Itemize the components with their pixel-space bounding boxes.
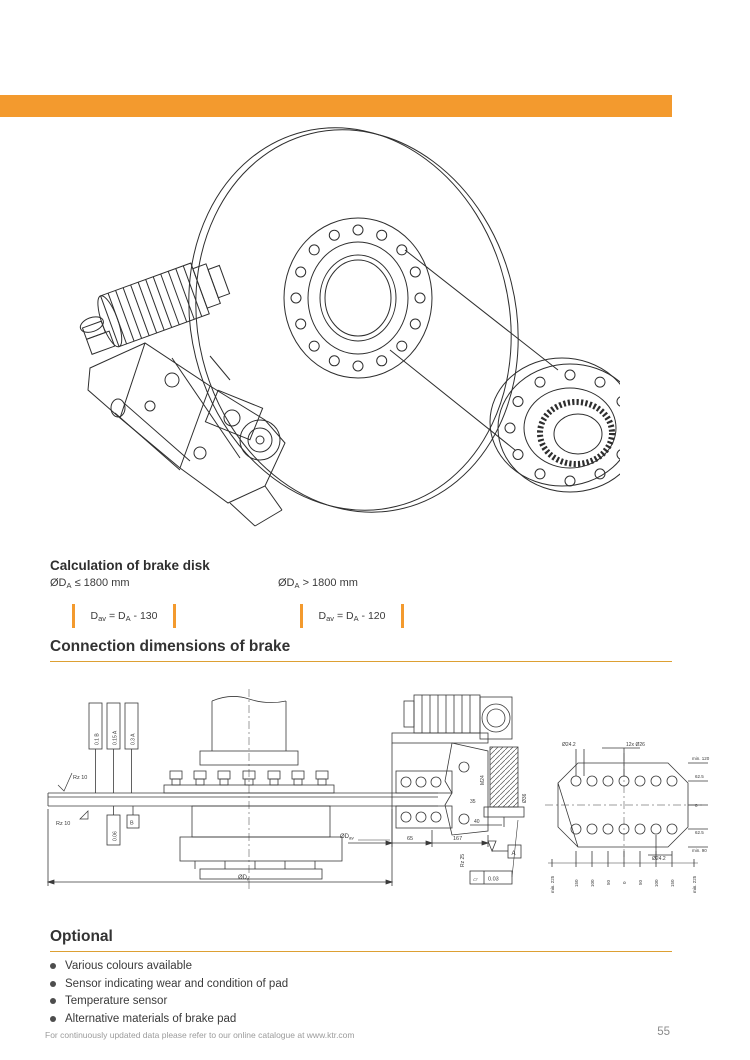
surface-mark-bottom: Rz 10 [56, 821, 71, 827]
tolerance-frame-3: 0.3 A [130, 733, 137, 745]
disk-diameter-label: $ØD_a$ [238, 875, 250, 882]
connection-title: Connection dimensions of brake [50, 638, 291, 655]
bullet-icon [50, 981, 56, 987]
tolerance-frame-2: 0.15 A [112, 730, 119, 745]
optional-item-label: Sensor indicating wear and condition of pad [65, 977, 289, 990]
plate-view [545, 742, 710, 893]
formula-left-bar-end [173, 604, 176, 628]
list-item [50, 995, 550, 1007]
brake-caliper [88, 343, 285, 526]
surface-label-caliper: Rz 25 [460, 853, 466, 867]
plate-bottom-3: 50 [606, 879, 611, 885]
formula-left [72, 604, 176, 628]
plate-bottom-4: 0 [622, 881, 627, 884]
caliper-view [340, 695, 528, 884]
hole-top-label: Ø24.2 [562, 742, 576, 748]
plate-right-2: 0 [695, 803, 698, 808]
plate-right-4: min. 90 [692, 848, 707, 853]
side-view [48, 689, 438, 890]
dim-65: 65 [407, 836, 414, 842]
calculation-title: Calculation of brake disk [50, 558, 210, 573]
hub-flange [284, 218, 432, 378]
formula-right [300, 604, 404, 628]
shaft [390, 250, 558, 450]
bullet-icon [50, 1016, 56, 1022]
plate-right-1: 62.5 [695, 774, 704, 779]
optional-section-head [50, 928, 672, 952]
connection-section-head [50, 638, 672, 662]
bore-label: Ø36 [522, 793, 528, 803]
bullet-icon [50, 998, 56, 1004]
condition-left: $ØD_A \le 1800$ mm [50, 577, 130, 590]
formula-right-bar-start [300, 604, 303, 628]
brake-disk [149, 118, 558, 547]
list-item [50, 960, 550, 972]
list-item [50, 1013, 550, 1025]
footer-note: For continuously updated data please refer to our online catalogue at www.ktr.com [45, 1030, 355, 1040]
connection-rule [50, 661, 672, 662]
formula-right-text: $D_{av} = D_A - 120$ [318, 609, 386, 623]
list-item [50, 978, 550, 990]
surface-mark-top: Rz 10 [73, 775, 88, 781]
tolerance-frame-4: 0.06 [112, 831, 119, 841]
formula-right-bar-end [401, 604, 404, 628]
brake-motor [72, 254, 233, 357]
page-number: 55 [657, 1026, 670, 1038]
tolerance-frame-1: 0.1 B [94, 733, 101, 745]
dim-40: 40 [474, 819, 480, 825]
plate-right-3: 62.5 [695, 830, 704, 835]
formula-left-text: $D_{av} = D_A - 130$ [90, 609, 158, 623]
datum-a-label: A [511, 851, 516, 857]
formula-left-bar-start [72, 604, 75, 628]
dav-label: $ØD_{av}$ [340, 834, 354, 841]
bullet-icon [50, 963, 56, 969]
plate-bottom-6: 100 [654, 879, 659, 887]
plate-bottom-2: 100 [590, 879, 595, 887]
calculation-section [50, 558, 672, 647]
optional-title: Optional [50, 928, 113, 945]
datum-b-label: B [130, 820, 134, 827]
plate-bottom-0: min. 225 [550, 875, 555, 893]
optional-item-label: Various colours available [65, 960, 192, 972]
optional-item-label: Temperature sensor [65, 995, 168, 1007]
plate-right-0: min. 120 [692, 756, 710, 761]
holes-12-label: 12x Ø26 [626, 742, 645, 748]
brake-assembly-illustration [60, 118, 620, 550]
plate-bottom-5: 50 [638, 879, 643, 885]
flatness-value: 0.03 [488, 876, 499, 883]
calc-right-column [278, 577, 558, 628]
plate-bottom-8: min. 225 [692, 875, 697, 893]
thread-label: M24 [480, 775, 486, 785]
optional-list [50, 960, 550, 1030]
dim-35: 35 [470, 799, 476, 805]
header-accent-bar [0, 95, 672, 117]
flatness-symbol: ▱ [473, 877, 478, 883]
condition-right: $ØD_A > 1800$ mm [278, 577, 358, 590]
coupling-flange [490, 358, 620, 492]
connection-dimensions-drawing [40, 685, 720, 900]
hole-bottom-label: Ø24.2 [652, 856, 666, 862]
dim-167: 167 [453, 836, 463, 842]
plate-bottom-7: 150 [670, 879, 675, 887]
plate-bottom-1: 150 [574, 879, 579, 887]
optional-rule [50, 951, 672, 952]
optional-item-label: Alternative materials of brake pad [65, 1012, 237, 1025]
